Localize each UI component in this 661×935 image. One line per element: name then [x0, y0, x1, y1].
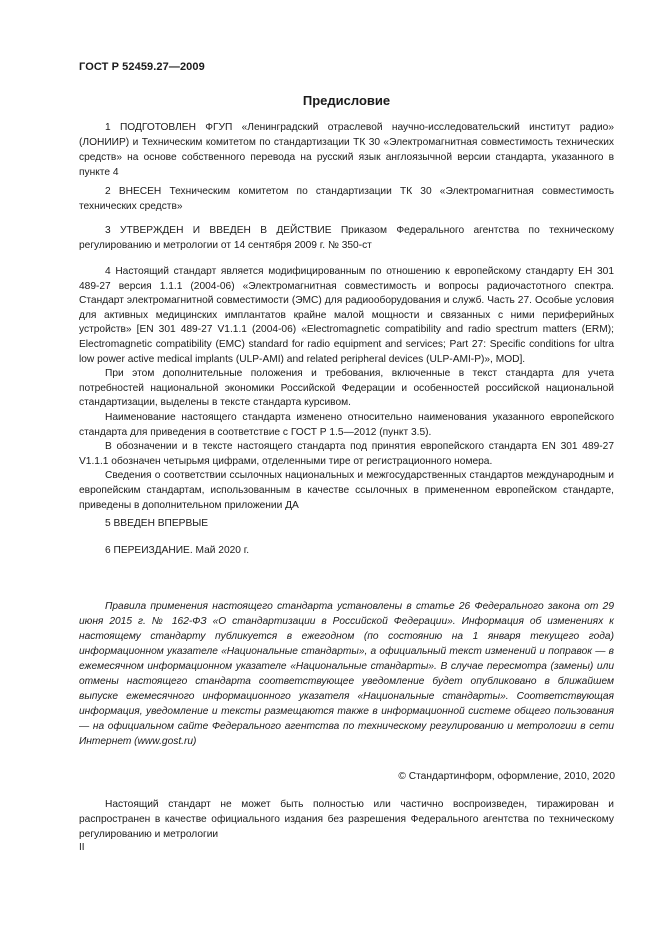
foreword-item-4-references [79, 469, 614, 513]
document-code: ГОСТ Р 52459.27—2009 [79, 61, 205, 73]
foreword-item-4-designation-text: В обозначении и в тексте настоящего стандарта под принятия европейского стандарта EN 301 489-27 V1.1.1 обозначен четырьмя цифрами, отделенными тире от регистрационного номера. [79, 441, 614, 467]
foreword-item-2 [79, 184, 614, 214]
foreword-item-3 [79, 223, 614, 253]
foreword-item-4-additions-text: При этом дополнительные положения и требования, включенные в текст стандарта для учета потребностей национальной экономики Российской Федерации и особенностей российской национальной стандартизации, выделены в тексте стандарта курсивом. [79, 368, 614, 409]
foreword-item-2-text: 2 ВНЕСЕН Техническим комитетом по стандартизации ТК 30 «Электромагнитная совместимость технических средств» [79, 186, 614, 212]
foreword-item-4-title-change [79, 411, 614, 440]
foreword-item-4-main [79, 265, 614, 367]
foreword-item-4-additions [79, 367, 614, 411]
foreword-item-4-title-change-text: Наименование настоящего стандарта изменено относительно наименования указанного европейского стандарта для приведения в соответствие с ГОСТ Р 1.5—2012 (пункт 3.5). [79, 411, 614, 438]
standard-application-notice [79, 599, 614, 749]
foreword-item-6 [79, 543, 614, 558]
copyright-line: © Стандартинформ, оформление, 2010, 2020 [398, 771, 615, 782]
foreword-item-4-references-text: Сведения о соответствии ссылочных национальных и межгосударственных стандартов международным и европейским стандартам, использованным в качестве ссылочных в примененном европейском стандарте, приведены в дополнительном приложении ДА [79, 470, 614, 511]
standard-application-notice-text: Правила применения настоящего стандарта установлены в статье 26 Федерального закона от 29 июня 2015 г. № 162-ФЗ «О стандартизации в Российской Федерации». Информация об изменениях к настоящему стандарту публикуется в ежегодном (по состоянию на 1 января текущего года) информационном указателе «Национальные стандарты», а официальный текст изменений и поправок — в ежемесячном информационном указателе «Национальные стандарты». В случае пересмотра (замены) или отмены настоящего стандарта соответствующее уведомление будет опубликовано в ближайшем выпуске ежемесячного информационного указателя «Национальные стандарты». Соответствующая информация, уведомление и тексты размещаются также в информационной системе общего пользования — на официальном сайте Федерального агентства по техническому регулированию и метрологии в сети Интернет (www.gost.ru) [79, 601, 614, 747]
foreword-item-1-text: 1 ПОДГОТОВЛЕН ФГУП «Ленинградский отраслевой научно-исследовательский институт радио» (ЛОНИИР) и Техническим комитетом по стандартизации ТК 30 «Электромагнитная совместимость технических средств» на основе собственного перевода на русский язык англоязычной версии стандарта, указанного в пункте 4 [79, 122, 614, 178]
page-title: Предисловие [302, 93, 391, 108]
foreword-item-4-text: 4 Настоящий стандарт является модифицированным по отношению к европейскому стандарту ЕН 301 489-27 версия 1.1.1 (2004-06) «Электромагнитная совместимость и вопросы радиочастотного спектра. Стандарт электромагнитной совместимости (ЭМС) для радиооборудования и служб. Часть 27. Особые условия для активных медицинских имплантатов крайне малой мощности и связанных с ними периферийных устройств» [EN 301 489-27 V1.1.1 (2004-06) «Electromagnetic compatibility and radio spectrum matters (ERM); Electromagnetic compatibility (EMC) standard for radio equipment and services; Part 27: Specific conditions for ultra low power active medical implants (ULP-AMI) and related peripheral devices (ULP-AMI-P)», MOD]. [79, 266, 614, 365]
reproduction-notice [79, 797, 614, 842]
foreword-item-6-text: 6 ПЕРЕИЗДАНИЕ. Май 2020 г. [105, 545, 250, 556]
page-number: II [79, 842, 85, 853]
foreword-item-4 [79, 265, 614, 513]
foreword-item-4-designation [79, 440, 614, 469]
foreword-item-5 [79, 516, 614, 531]
foreword-item-3-text: 3 УТВЕРЖДЕН И ВВЕДЕН В ДЕЙСТВИЕ Приказом Федерального агентства по техническому регулированию и метрологии от 14 сентября 2009 г. № 350-ст [79, 225, 614, 251]
foreword-item-5-text: 5 ВВЕДЕН ВПЕРВЫЕ [105, 518, 209, 529]
reproduction-notice-text: Настоящий стандарт не может быть полностью или частично воспроизведен, тиражирован и распространен в качестве официального издания без разрешения Федерального агентства по техническому регулированию и метрологии [79, 799, 614, 840]
foreword-item-1 [79, 120, 614, 180]
